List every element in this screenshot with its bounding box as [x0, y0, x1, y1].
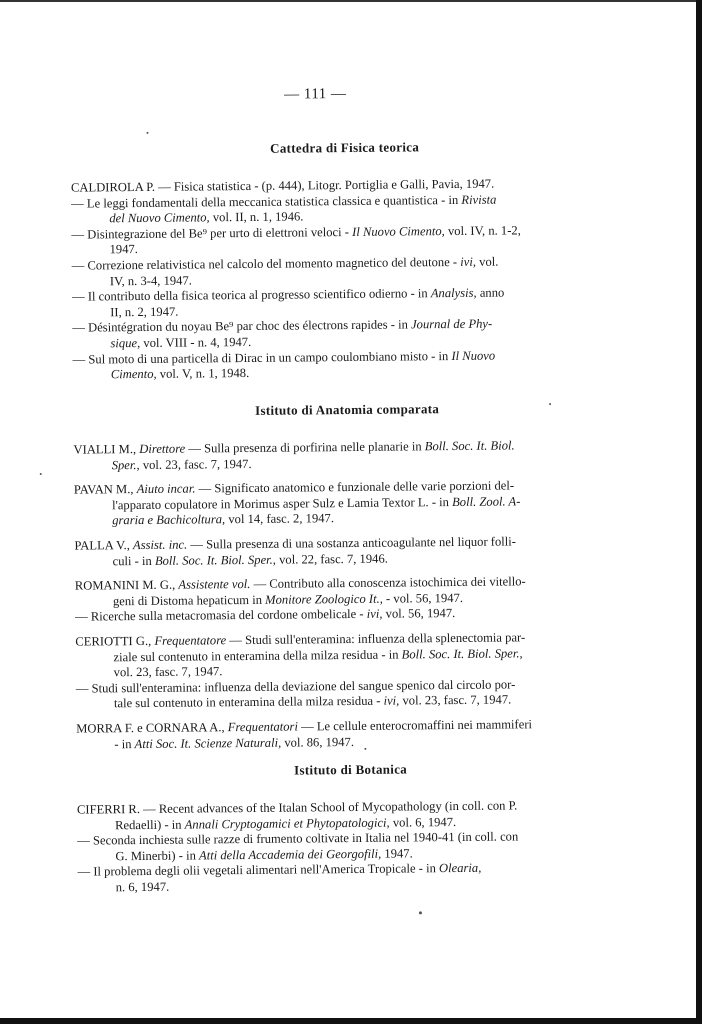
entry-text: ziale sul contenuto in enteramina della milza residua - in	[113, 647, 402, 664]
italic-citation-text: Atti della Accademia dei Georgofili,	[198, 846, 382, 863]
entry-text: — Ricerche sulla metacromasia del cordone ombelicale -	[75, 607, 367, 624]
entry-text: — Il contributo della fisica teorica al progresso scientifico odierno - in	[71, 286, 431, 304]
section-fisica-teorica	[71, 137, 621, 392]
italic-citation-text: ivi,	[366, 607, 383, 622]
entry-text: IV, n. 3-4, 1947.	[109, 273, 192, 288]
italic-citation-text: ivi,	[383, 693, 400, 708]
entry-text: — Significato anatomico e funzionale delle varie porzioni del-	[195, 478, 515, 496]
bibliography-entry	[74, 533, 622, 569]
entry-text: — Disintegrazione del Be⁹ per urto di elettroni veloci -	[71, 224, 353, 242]
entry-text: vol. 23, fasc. 7, 1947.	[399, 692, 512, 708]
italic-citation-text: ivi,	[460, 254, 477, 269]
entry-text: PAVAN M.,	[73, 482, 137, 497]
entry-text: II, n. 2, 1947.	[110, 304, 179, 320]
entry-text: vol. 86, 1947.	[281, 734, 355, 750]
entry-text: — Sul moto di una particella di Dirac in un campo coulombiano misto - in	[72, 348, 452, 367]
italic-citation-text: Il Nuovo Cimento,	[352, 223, 445, 239]
bibliography-entry	[73, 437, 621, 473]
entry-text: — Sulla presenza di porfirina nelle planarie in	[185, 439, 425, 456]
section-heading: Istituto di Botanica	[294, 761, 408, 778]
entry-text: l'apparato copulatore in Morimus asper Sulz e Lamia Textor L. - in	[111, 494, 453, 513]
entry-text: — Contributo alla conoscenza istochimica dei vitello-	[250, 574, 526, 592]
scan-speck	[549, 403, 551, 405]
entry-text: CERIOTTI G.,	[75, 633, 155, 649]
scan-speck	[146, 132, 148, 134]
entry-text: vol. VIII - n. 4, 1947.	[140, 334, 252, 350]
entry-text: — Correzione relativistica nel calcolo del momento magnetico del deutone -	[71, 254, 461, 273]
italic-citation-text: Aiuto incar.	[136, 481, 196, 497]
entry-text: — Il problema degli olii vegetali alimentari nell'America Tropicale - in	[77, 861, 440, 880]
italic-citation-text: Atti Soc. It. Scienze Naturali,	[134, 735, 282, 751]
bibliography-entry	[75, 574, 623, 626]
italic-citation-text: del Nuovo Cimento,	[109, 210, 210, 226]
entry-text: 1947.	[109, 242, 138, 257]
entry-text: - vol. 56, 1947.	[382, 590, 464, 606]
section-heading: Istituto di Anatomia comparata	[254, 401, 440, 418]
scan-speck	[364, 748, 366, 750]
entry-text: — Le leggi fondamentali della meccanica statistica classica e quantistica - in	[71, 192, 462, 211]
entry-text: culi - in	[112, 553, 155, 568]
italic-citation-text: Assistente vol.	[178, 577, 251, 592]
italic-citation-text: Assist. inc.	[132, 537, 188, 553]
entry-text: VIALLI M.,	[73, 442, 140, 457]
entry-text: vol. 6, 1947.	[389, 814, 457, 830]
entry-text: n. 6, 1947.	[115, 879, 170, 895]
italic-citation-text: Journal de Phy-	[410, 316, 493, 332]
italic-citation-text: Rivista	[461, 192, 497, 207]
bibliography-entry	[77, 797, 626, 896]
entry-text: vol 14, fasc. 2, 1947.	[225, 511, 335, 527]
italic-citation-text: Analysis,	[430, 285, 477, 301]
page-number: — 111 —	[284, 86, 347, 103]
entry-text: G. Minerbi) - in	[115, 848, 200, 864]
entry-text: tale sul contenuto in enteramina della milza residua -	[113, 694, 384, 711]
scan-speck	[419, 911, 422, 914]
entry-text: vol. 22, fasc. 7, 1946.	[275, 551, 388, 567]
italic-citation-text: Monitore Zoologico It.,	[265, 591, 383, 607]
entry-text: anno	[476, 285, 505, 300]
entry-text: - in	[114, 736, 135, 751]
entry-text: vol. V, n. 1, 1948.	[156, 366, 250, 381]
entry-text: vol. 56, 1947.	[382, 606, 456, 622]
entry-text: 1947.	[381, 846, 413, 861]
section-heading: Cattedra di Fisica teorica	[270, 139, 420, 156]
entry-text: geni di Distoma hepaticum in	[112, 592, 266, 609]
italic-citation-text: sique,	[110, 335, 141, 351]
italic-citation-text: Boll. Soc. It. Biol.	[424, 438, 515, 454]
entry-text: PALLA V.,	[74, 538, 134, 553]
entry-text: Redaelli) - in	[115, 817, 185, 832]
bibliography-entry	[74, 478, 622, 530]
entry-text: MORRA F. e CORNARA A.,	[76, 720, 228, 736]
italic-citation-text: Sper.,	[111, 457, 140, 472]
bibliography-entry	[76, 716, 624, 752]
entry-text: — Sulla presenza di una sostanza anticoagulante nel liquor folli-	[187, 534, 517, 552]
italic-citation-text: Annali Cryptogamici et Phytopatologici,	[184, 815, 390, 832]
entry-text: ROMANINI M. G.,	[74, 577, 179, 593]
entry-text: vol. 23, fasc. 7, 1947.	[139, 456, 252, 472]
italic-citation-text: Cimento,	[110, 366, 157, 382]
entry-text: — Le cellule enterocromaffini nei mammiferi	[297, 717, 533, 734]
bibliography-entry	[71, 175, 621, 383]
section-botanica	[77, 759, 626, 905]
italic-citation-text: Boll. Zool. A-	[452, 494, 521, 509]
italic-citation-text: Direttore	[139, 441, 186, 457]
italic-citation-text: Olearia,	[438, 861, 482, 876]
section-anatomia-comparata	[73, 399, 624, 761]
entry-text: — Seconda inchiesta sulle razze di frumento coltivate in Italia nel 1940-41 (in coll. con	[77, 829, 519, 848]
entry-text: — Studi sull'enteramina: influenza della deviazione del sangue spenico dal circolo por-	[75, 677, 516, 696]
italic-citation-text: Il Nuovo	[451, 348, 496, 363]
italic-citation-text: graria e Bachicoltura,	[112, 512, 226, 528]
bibliography-entry	[75, 629, 624, 712]
italic-citation-text: Boll. Soc. It. Biol. Sper.,	[401, 645, 523, 662]
italic-citation-text: Frequentatori	[227, 719, 299, 735]
entry-text: vol. II, n. 1, 1946.	[209, 209, 304, 225]
italic-citation-text: Frequentatore	[154, 633, 227, 648]
entry-text: — Studi sull'enteramina: influenza della splenectomia par-	[226, 630, 526, 648]
entry-text: CIFERRI R. — Recent advances of the Italan School of Mycopathology (in coll. con P.	[76, 798, 518, 817]
scan-speck	[40, 473, 42, 475]
entry-text: vol. 23, fasc. 7, 1947.	[113, 664, 223, 680]
italic-citation-text: Boll. Soc. It. Biol. Sper.,	[154, 552, 276, 568]
entry-text: — Désintégration du noyau Be⁹ par choc des électrons rapides - in	[72, 317, 412, 336]
entry-text: vol. IV, n. 1-2,	[444, 223, 521, 238]
entry-text: vol.	[475, 254, 499, 269]
entry-text: CALDIROLA P. — Fisica statistica - (p. 444), Litogr. Portiglia e Galli, Pavia, 1947.	[70, 176, 495, 195]
